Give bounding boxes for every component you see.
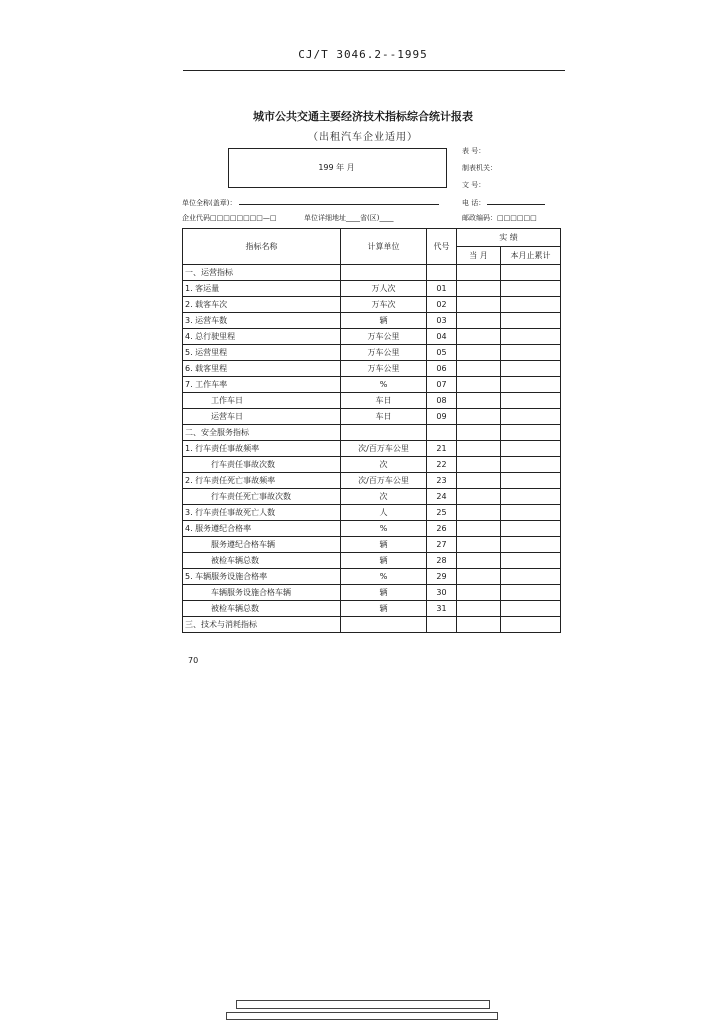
code-cell [427, 265, 457, 281]
table-row [183, 489, 561, 505]
this-month-cell[interactable] [457, 393, 501, 409]
code-cell [427, 425, 457, 441]
code-cell: 31 [427, 601, 457, 617]
unit-cell: 万车公里 [341, 345, 427, 361]
this-month-cell[interactable] [457, 409, 501, 425]
table-row [183, 569, 561, 585]
table-row [183, 409, 561, 425]
indicator-name: 被检车辆总数 [183, 601, 341, 617]
unit-cell [341, 265, 427, 281]
cumulative-cell[interactable] [501, 505, 561, 521]
scan-edge-bar [226, 1012, 498, 1020]
header-unit: 计算单位 [341, 229, 427, 265]
header-indicator-name: 指标名称 [183, 229, 341, 265]
unit-cell: 次 [341, 489, 427, 505]
this-month-cell[interactable] [457, 281, 501, 297]
standard-code: CJ/T 3046.2--1995 [298, 48, 428, 61]
indicator-name: 行车责任事故次数 [183, 457, 341, 473]
header-code: 代号 [427, 229, 457, 265]
table-section-row [183, 265, 561, 281]
header-cumulative: 本月止累计 [501, 247, 561, 265]
table-row [183, 329, 561, 345]
table-row [183, 521, 561, 537]
this-month-cell[interactable] [457, 473, 501, 489]
this-month-cell[interactable] [457, 601, 501, 617]
postcode-field[interactable] [462, 213, 537, 223]
this-month-cell[interactable] [457, 521, 501, 537]
table-row [183, 457, 561, 473]
this-month-cell[interactable] [457, 537, 501, 553]
this-month-cell[interactable] [457, 361, 501, 377]
code-cell: 21 [427, 441, 457, 457]
code-cell: 24 [427, 489, 457, 505]
code-cell: 26 [427, 521, 457, 537]
cumulative-cell[interactable] [501, 585, 561, 601]
statistics-table [182, 228, 561, 633]
unit-cell: 万人次 [341, 281, 427, 297]
report-subtitle: （出租汽车企业适用） [308, 132, 418, 143]
this-month-cell[interactable] [457, 265, 501, 281]
indicator-name: 车辆服务设施合格车辆 [183, 585, 341, 601]
postcode-label: 邮政编码：□□□□□□ [462, 214, 537, 222]
header-actual: 实 绩 [457, 229, 561, 247]
indicator-name: 6. 载客里程 [183, 361, 341, 377]
indicator-name: 2. 载客车次 [183, 297, 341, 313]
report-title: 城市公共交通主要经济技术指标综合统计报表 [253, 110, 473, 123]
document-number-label: 文 号： [462, 181, 486, 189]
cumulative-cell[interactable] [501, 441, 561, 457]
code-cell: 22 [427, 457, 457, 473]
page-number: 70 [188, 656, 199, 665]
indicator-name: 3. 运营车数 [183, 313, 341, 329]
form-number-label: 表 号： [462, 147, 486, 155]
cumulative-cell[interactable] [501, 393, 561, 409]
table-row [183, 473, 561, 489]
this-month-cell[interactable] [457, 425, 501, 441]
code-cell: 08 [427, 393, 457, 409]
cumulative-cell[interactable] [501, 265, 561, 281]
table-row [183, 297, 561, 313]
indicator-name: 工作车日 [183, 393, 341, 409]
unit-cell: % [341, 377, 427, 393]
phone-line [487, 197, 545, 205]
code-cell: 28 [427, 553, 457, 569]
this-month-cell[interactable] [457, 505, 501, 521]
unit-name-line [239, 197, 439, 205]
unit-cell [341, 425, 427, 441]
address-label: 单位详细地址____省(区)____ [304, 214, 394, 222]
cumulative-cell[interactable] [501, 329, 561, 345]
unit-cell: 万车公里 [341, 361, 427, 377]
cumulative-cell[interactable] [501, 537, 561, 553]
table-row [183, 505, 561, 521]
cumulative-cell[interactable] [501, 409, 561, 425]
table-row [183, 393, 561, 409]
unit-cell [341, 617, 427, 633]
cumulative-cell[interactable] [501, 473, 561, 489]
unit-cell: 人 [341, 505, 427, 521]
cumulative-cell[interactable] [501, 281, 561, 297]
code-cell: 05 [427, 345, 457, 361]
indicator-name: 3. 行车责任事故死亡人数 [183, 505, 341, 521]
code-cell: 23 [427, 473, 457, 489]
unit-cell: 辆 [341, 601, 427, 617]
table-row [183, 601, 561, 617]
header-rule [183, 70, 565, 71]
indicator-name: 4. 服务遵纪合格率 [183, 521, 341, 537]
this-month-cell[interactable] [457, 585, 501, 601]
this-month-cell[interactable] [457, 489, 501, 505]
unit-cell: 次 [341, 457, 427, 473]
this-month-cell[interactable] [457, 569, 501, 585]
this-month-cell[interactable] [457, 553, 501, 569]
cumulative-cell[interactable] [501, 377, 561, 393]
table-section-row [183, 425, 561, 441]
this-month-cell[interactable] [457, 313, 501, 329]
unit-cell: 万车次 [341, 297, 427, 313]
unit-cell: 万车公里 [341, 329, 427, 345]
table-section-row [183, 617, 561, 633]
indicator-name: 1. 客运量 [183, 281, 341, 297]
indicator-name: 1. 行车责任事故频率 [183, 441, 341, 457]
table-header-row [183, 229, 561, 247]
code-cell: 09 [427, 409, 457, 425]
cumulative-cell[interactable] [501, 361, 561, 377]
table-body [183, 265, 561, 633]
table-row [183, 313, 561, 329]
date-line: 199 年 月 [318, 163, 355, 172]
cumulative-cell[interactable] [501, 457, 561, 473]
indicator-name: 一、运营指标 [183, 265, 341, 281]
code-cell: 25 [427, 505, 457, 521]
header-this-month: 当 月 [457, 247, 501, 265]
table-row [183, 441, 561, 457]
code-cell: 30 [427, 585, 457, 601]
cumulative-cell[interactable] [501, 297, 561, 313]
this-month-cell[interactable] [457, 441, 501, 457]
unit-name-label: 单位全称(盖章)： [182, 199, 237, 207]
indicator-name: 5. 车辆服务设施合格率 [183, 569, 341, 585]
table-row [183, 585, 561, 601]
this-month-cell[interactable] [457, 297, 501, 313]
indicator-name: 4. 总行驶里程 [183, 329, 341, 345]
table-row [183, 537, 561, 553]
code-cell: 03 [427, 313, 457, 329]
unit-name-field[interactable] [182, 197, 439, 208]
unit-cell: 辆 [341, 313, 427, 329]
this-month-cell[interactable] [457, 377, 501, 393]
indicator-name: 服务遵纪合格车辆 [183, 537, 341, 553]
unit-cell: % [341, 521, 427, 537]
address-field[interactable] [304, 213, 393, 223]
scan-edge-bar [236, 1000, 490, 1009]
table-row [183, 281, 561, 297]
table-row [183, 361, 561, 377]
indicator-name: 5. 运营里程 [183, 345, 341, 361]
unit-cell: 车日 [341, 393, 427, 409]
unit-cell: 次/百万车公里 [341, 473, 427, 489]
cumulative-cell[interactable] [501, 617, 561, 633]
unit-cell: 次/百万车公里 [341, 441, 427, 457]
unit-cell: 辆 [341, 553, 427, 569]
issuing-authority-label: 制表机关： [462, 164, 497, 172]
phone-label: 电 话： [462, 199, 486, 207]
cumulative-cell[interactable] [501, 313, 561, 329]
indicator-name: 二、安全服务指标 [183, 425, 341, 441]
unit-code-label: 企业代码□□□□□□□□—□ [182, 214, 277, 222]
cumulative-cell[interactable] [501, 425, 561, 441]
code-cell: 02 [427, 297, 457, 313]
code-cell: 01 [427, 281, 457, 297]
indicator-name: 7. 工作车率 [183, 377, 341, 393]
cumulative-cell[interactable] [501, 489, 561, 505]
code-cell: 27 [427, 537, 457, 553]
indicator-name: 行车责任死亡事故次数 [183, 489, 341, 505]
code-cell: 07 [427, 377, 457, 393]
this-month-cell[interactable] [457, 329, 501, 345]
cumulative-cell[interactable] [501, 345, 561, 361]
code-cell: 29 [427, 569, 457, 585]
unit-cell: 辆 [341, 585, 427, 601]
table-row [183, 377, 561, 393]
indicator-name: 三、技术与消耗指标 [183, 617, 341, 633]
code-cell: 06 [427, 361, 457, 377]
phone-field[interactable] [462, 197, 545, 208]
cumulative-cell[interactable] [501, 553, 561, 569]
unit-cell: % [341, 569, 427, 585]
indicator-name: 被检车辆总数 [183, 553, 341, 569]
code-cell [427, 617, 457, 633]
code-cell: 04 [427, 329, 457, 345]
this-month-cell[interactable] [457, 457, 501, 473]
unit-code-field[interactable] [182, 213, 277, 223]
indicator-name: 2. 行车责任死亡事故频率 [183, 473, 341, 489]
cumulative-cell[interactable] [501, 601, 561, 617]
this-month-cell[interactable] [457, 345, 501, 361]
cumulative-cell[interactable] [501, 569, 561, 585]
indicator-name: 运营车日 [183, 409, 341, 425]
table-row [183, 345, 561, 361]
unit-cell: 辆 [341, 537, 427, 553]
cumulative-cell[interactable] [501, 521, 561, 537]
this-month-cell[interactable] [457, 617, 501, 633]
unit-cell: 车日 [341, 409, 427, 425]
table-row [183, 553, 561, 569]
